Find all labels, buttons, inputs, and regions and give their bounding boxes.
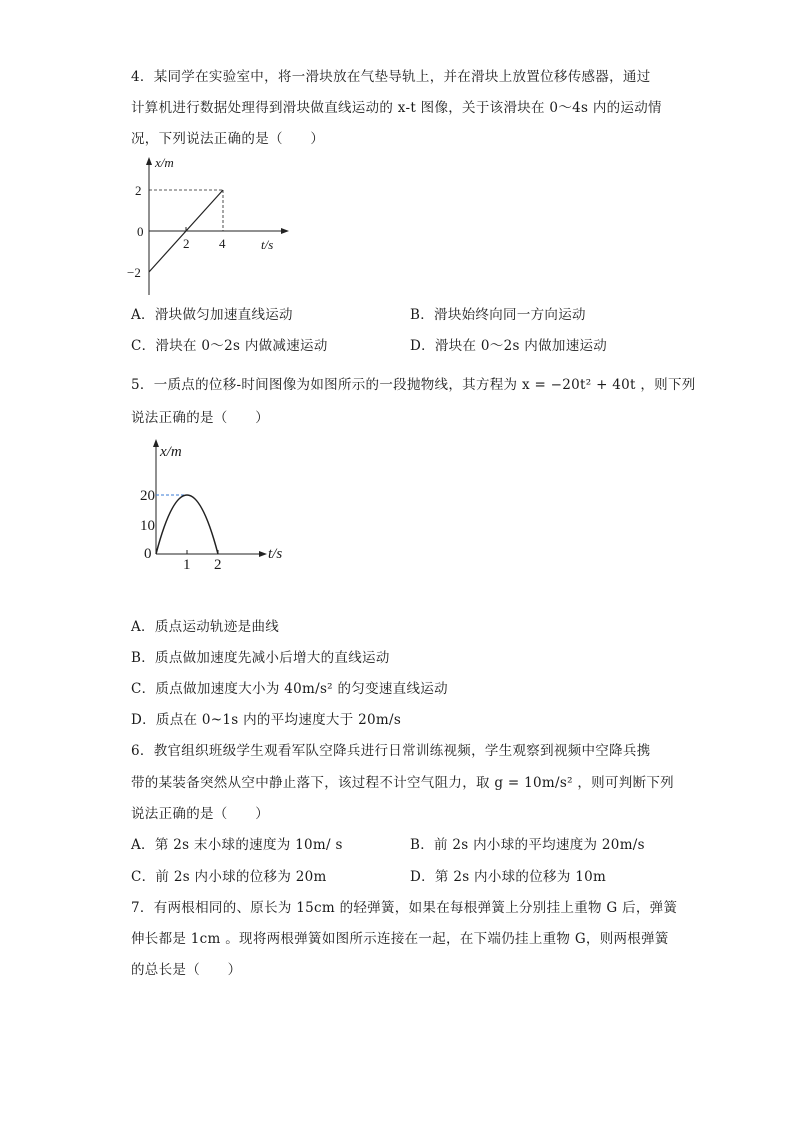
q6-option-d[interactable]: D．第 2s 内小球的位移为 10m xyxy=(410,869,607,885)
q7-stem-line-3: 的总长是（ ） xyxy=(131,962,242,978)
q4-y-tick-neg2: −2 xyxy=(127,265,141,280)
q7-stem-line-1: 7．有两根相同的、原长为 15cm 的轻弹簧，如果在每根弹簧上分别挂上重物 G 后，弹簧 xyxy=(131,900,678,916)
q4-y-tick-2: 2 xyxy=(135,183,142,198)
q4-x-axis-label: t/s xyxy=(261,237,274,252)
q4-stem-line-2: 计算机进行数据处理得到滑块做直线运动的 x-t 图像，关于该滑块在 0～4s 内的运动情 xyxy=(131,100,662,116)
q6-stem-line-3: 说法正确的是（ ） xyxy=(131,806,269,822)
q5-stem-line-2: 说法正确的是（ ） xyxy=(131,410,269,426)
q5-parabola-curve xyxy=(156,495,218,554)
q4-y-tick-0: 0 xyxy=(137,224,144,239)
q6-option-a[interactable]: A．第 2s 末小球的速度为 10m/ s xyxy=(131,837,343,853)
q4-stem-line-1: 4．某同学在实验室中，将一滑块放在气垫导轨上，并在滑块上放置位移传感器，通过 xyxy=(131,69,651,85)
q5-y-tick-10: 10 xyxy=(140,518,155,534)
q5-option-b[interactable]: B．质点做加速度先减小后增大的直线运动 xyxy=(131,650,390,666)
q5-x-tick-2: 2 xyxy=(214,557,222,571)
q4-option-c[interactable]: C．滑块在 0～2s 内做减速运动 xyxy=(131,338,328,354)
q6-stem-line-1: 6．教官组织班级学生观看军队空降兵进行日常训练视频，学生观察到视频中空降兵携 xyxy=(131,743,651,759)
q5-option-a[interactable]: A．质点运动轨迹是曲线 xyxy=(131,619,280,635)
q4-xt-graph xyxy=(125,155,295,300)
q4-x-tick-4: 4 xyxy=(219,236,226,251)
q4-y-axis-label: x/m xyxy=(155,155,174,170)
q4-x-tick-2: 2 xyxy=(183,236,190,251)
q4-option-d[interactable]: D．滑块在 0～2s 内做加速运动 xyxy=(410,338,608,354)
q7-stem-line-2: 伸长都是 1cm 。现将两根弹簧如图所示连接在一起，在下端仍挂上重物 G，则两根弹簧 xyxy=(131,931,669,947)
q4-option-a[interactable]: A．滑块做匀加速直线运动 xyxy=(131,307,293,323)
q5-option-d[interactable]: D．质点在 0~1s 内的平均速度大于 20m/s xyxy=(131,712,402,728)
q6-option-c[interactable]: C．前 2s 内小球的位移为 20m xyxy=(131,869,327,885)
q5-xt-graph xyxy=(140,436,295,571)
q5-option-c[interactable]: C．质点做加速度大小为 40m/s² 的匀变速直线运动 xyxy=(131,681,448,697)
q5-y-tick-0: 0 xyxy=(144,546,152,562)
q5-stem-line-1: 5．一质点的位移-时间图像为如图所示的一段抛物线，其方程为 x = −20t² + 40t ，则下列 xyxy=(131,377,696,393)
q5-y-axis-label: x/m xyxy=(160,444,182,460)
q5-x-tick-1: 1 xyxy=(183,557,191,571)
q5-y-tick-20: 20 xyxy=(140,488,155,504)
q5-x-axis-label: t/s xyxy=(268,546,283,562)
q4-option-b[interactable]: B．滑块始终向同一方向运动 xyxy=(410,307,586,323)
q6-stem-line-2: 带的某装备突然从空中静止落下，该过程不计空气阻力，取 g = 10m/s² ，则可判断下列 xyxy=(131,775,674,791)
q4-stem-line-3: 况，下列说法正确的是（ ） xyxy=(131,131,325,147)
q6-option-b[interactable]: B．前 2s 内小球的平均速度为 20m/s xyxy=(410,837,645,853)
